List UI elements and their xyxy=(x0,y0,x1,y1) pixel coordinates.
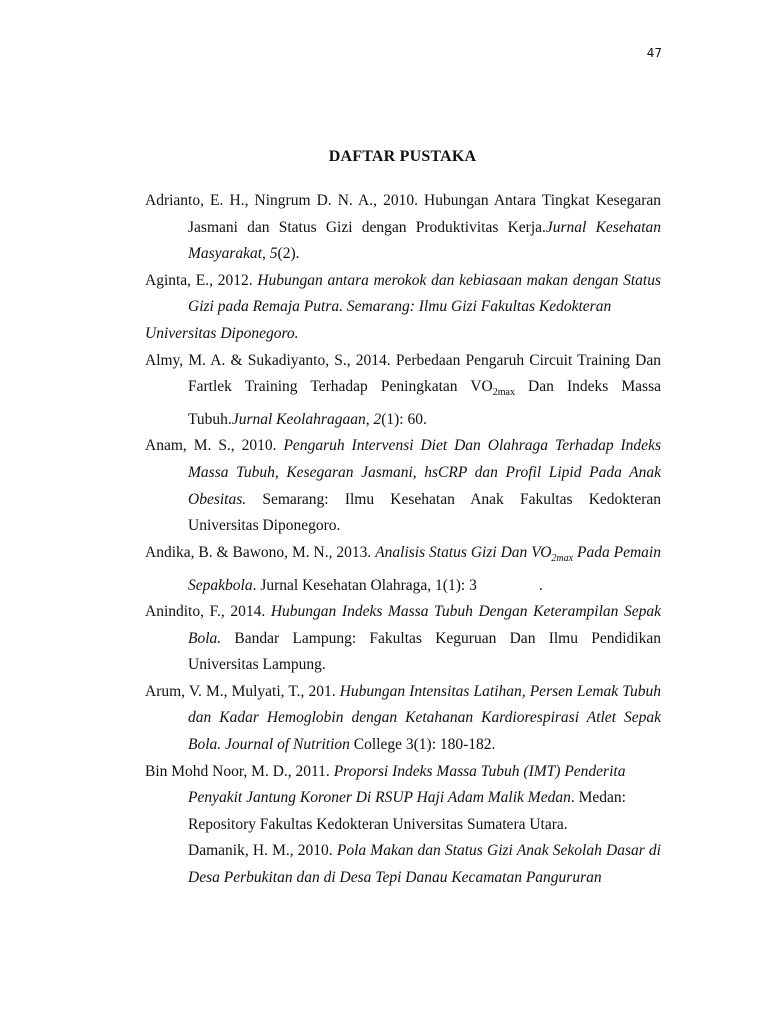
reference-aginta: Aginta, E., 2012. Hubungan antara merokok dan kebiasaan makan dengan Status Gizi pada Remaja Putra. Semarang: Ilmu Gizi Fakultas Kedokteran xyxy=(145,271,661,316)
reference-bin-mohd-noor: Bin Mohd Noor, M. D., 2011. Proporsi Indeks Massa Tubuh (IMT) Penderita Penyakit Jantung Koroner Di RSUP Haji Adam Malik Medan. Medan: Repository Fakultas Kedokteran Universitas Sumatera Utara. xyxy=(145,762,626,833)
reference-aginta-continued: Universitas Diponegoro. xyxy=(145,324,299,342)
reference-anam: Anam, M. S., 2010. Pengaruh Intervensi Diet Dan Olahraga Terhadap Indeks Massa Tubuh, Kesegaran Jasmani, hsCRP dan Profil Lipid Pada Anak Obesitas. Semarang: Ilmu Kesehatan Anak Fakultas Kedokteran Universitas Diponegoro. xyxy=(145,437,661,535)
reference-damanik: Damanik, H. M., 2010. Pola Makan dan Status Gizi Anak Sekolah Dasar di Desa Perbukitan dan di Desa Tepi Danau Kecamatan Pangururan xyxy=(188,842,661,887)
reference-arum: Arum, V. M., Mulyati, T., 201. Hubungan Intensitas Latihan, Persen Lemak Tubuh dan Kadar Hemoglobin dengan Ketahanan Kardiorespirasi Atlet Sepak Bola. Journal of Nutrition College 3(1): 180-182. xyxy=(145,682,661,754)
page-title: DAFTAR PUSTAKA xyxy=(328,148,477,165)
reference-list xyxy=(145,188,661,892)
reference-anindito: Anindito, F., 2014. Hubungan Indeks Massa Tubuh Dengan Keterampilan Sepak Bola. Bandar Lampung: Fakultas Keguruan Dan Ilmu Pendidikan Universitas Lampung. xyxy=(145,603,661,674)
page-number: 47 xyxy=(646,46,662,60)
reference-adrianto: Adrianto, E. H., Ningrum D. N. A., 2010. Hubungan Antara Tingkat Kesegaran Jasmani dan Status Gizi dengan Produktivitas Kerja.Jurnal Kesehatan Masyarakat, 5(2). xyxy=(145,192,662,263)
reference-andika: Andika, B. & Bawono, M. N., 2013. Analisis Status Gizi Dan $VO_{2max}$ Pada Pemain Sepakbola. Jurnal Kesehatan Olahraga, 1(1): 3 . xyxy=(145,543,661,594)
reference-almy: Almy, M. A. & Sukadiyanto, S., 2014. Perbedaan Pengaruh Circuit Training Dan Fartlek Training Terhadap Peningkatan $VO_{2max}$ Dan Indeks Massa Tubuh.Jurnal Keolahragaan, 2(1): 60. xyxy=(145,351,661,428)
